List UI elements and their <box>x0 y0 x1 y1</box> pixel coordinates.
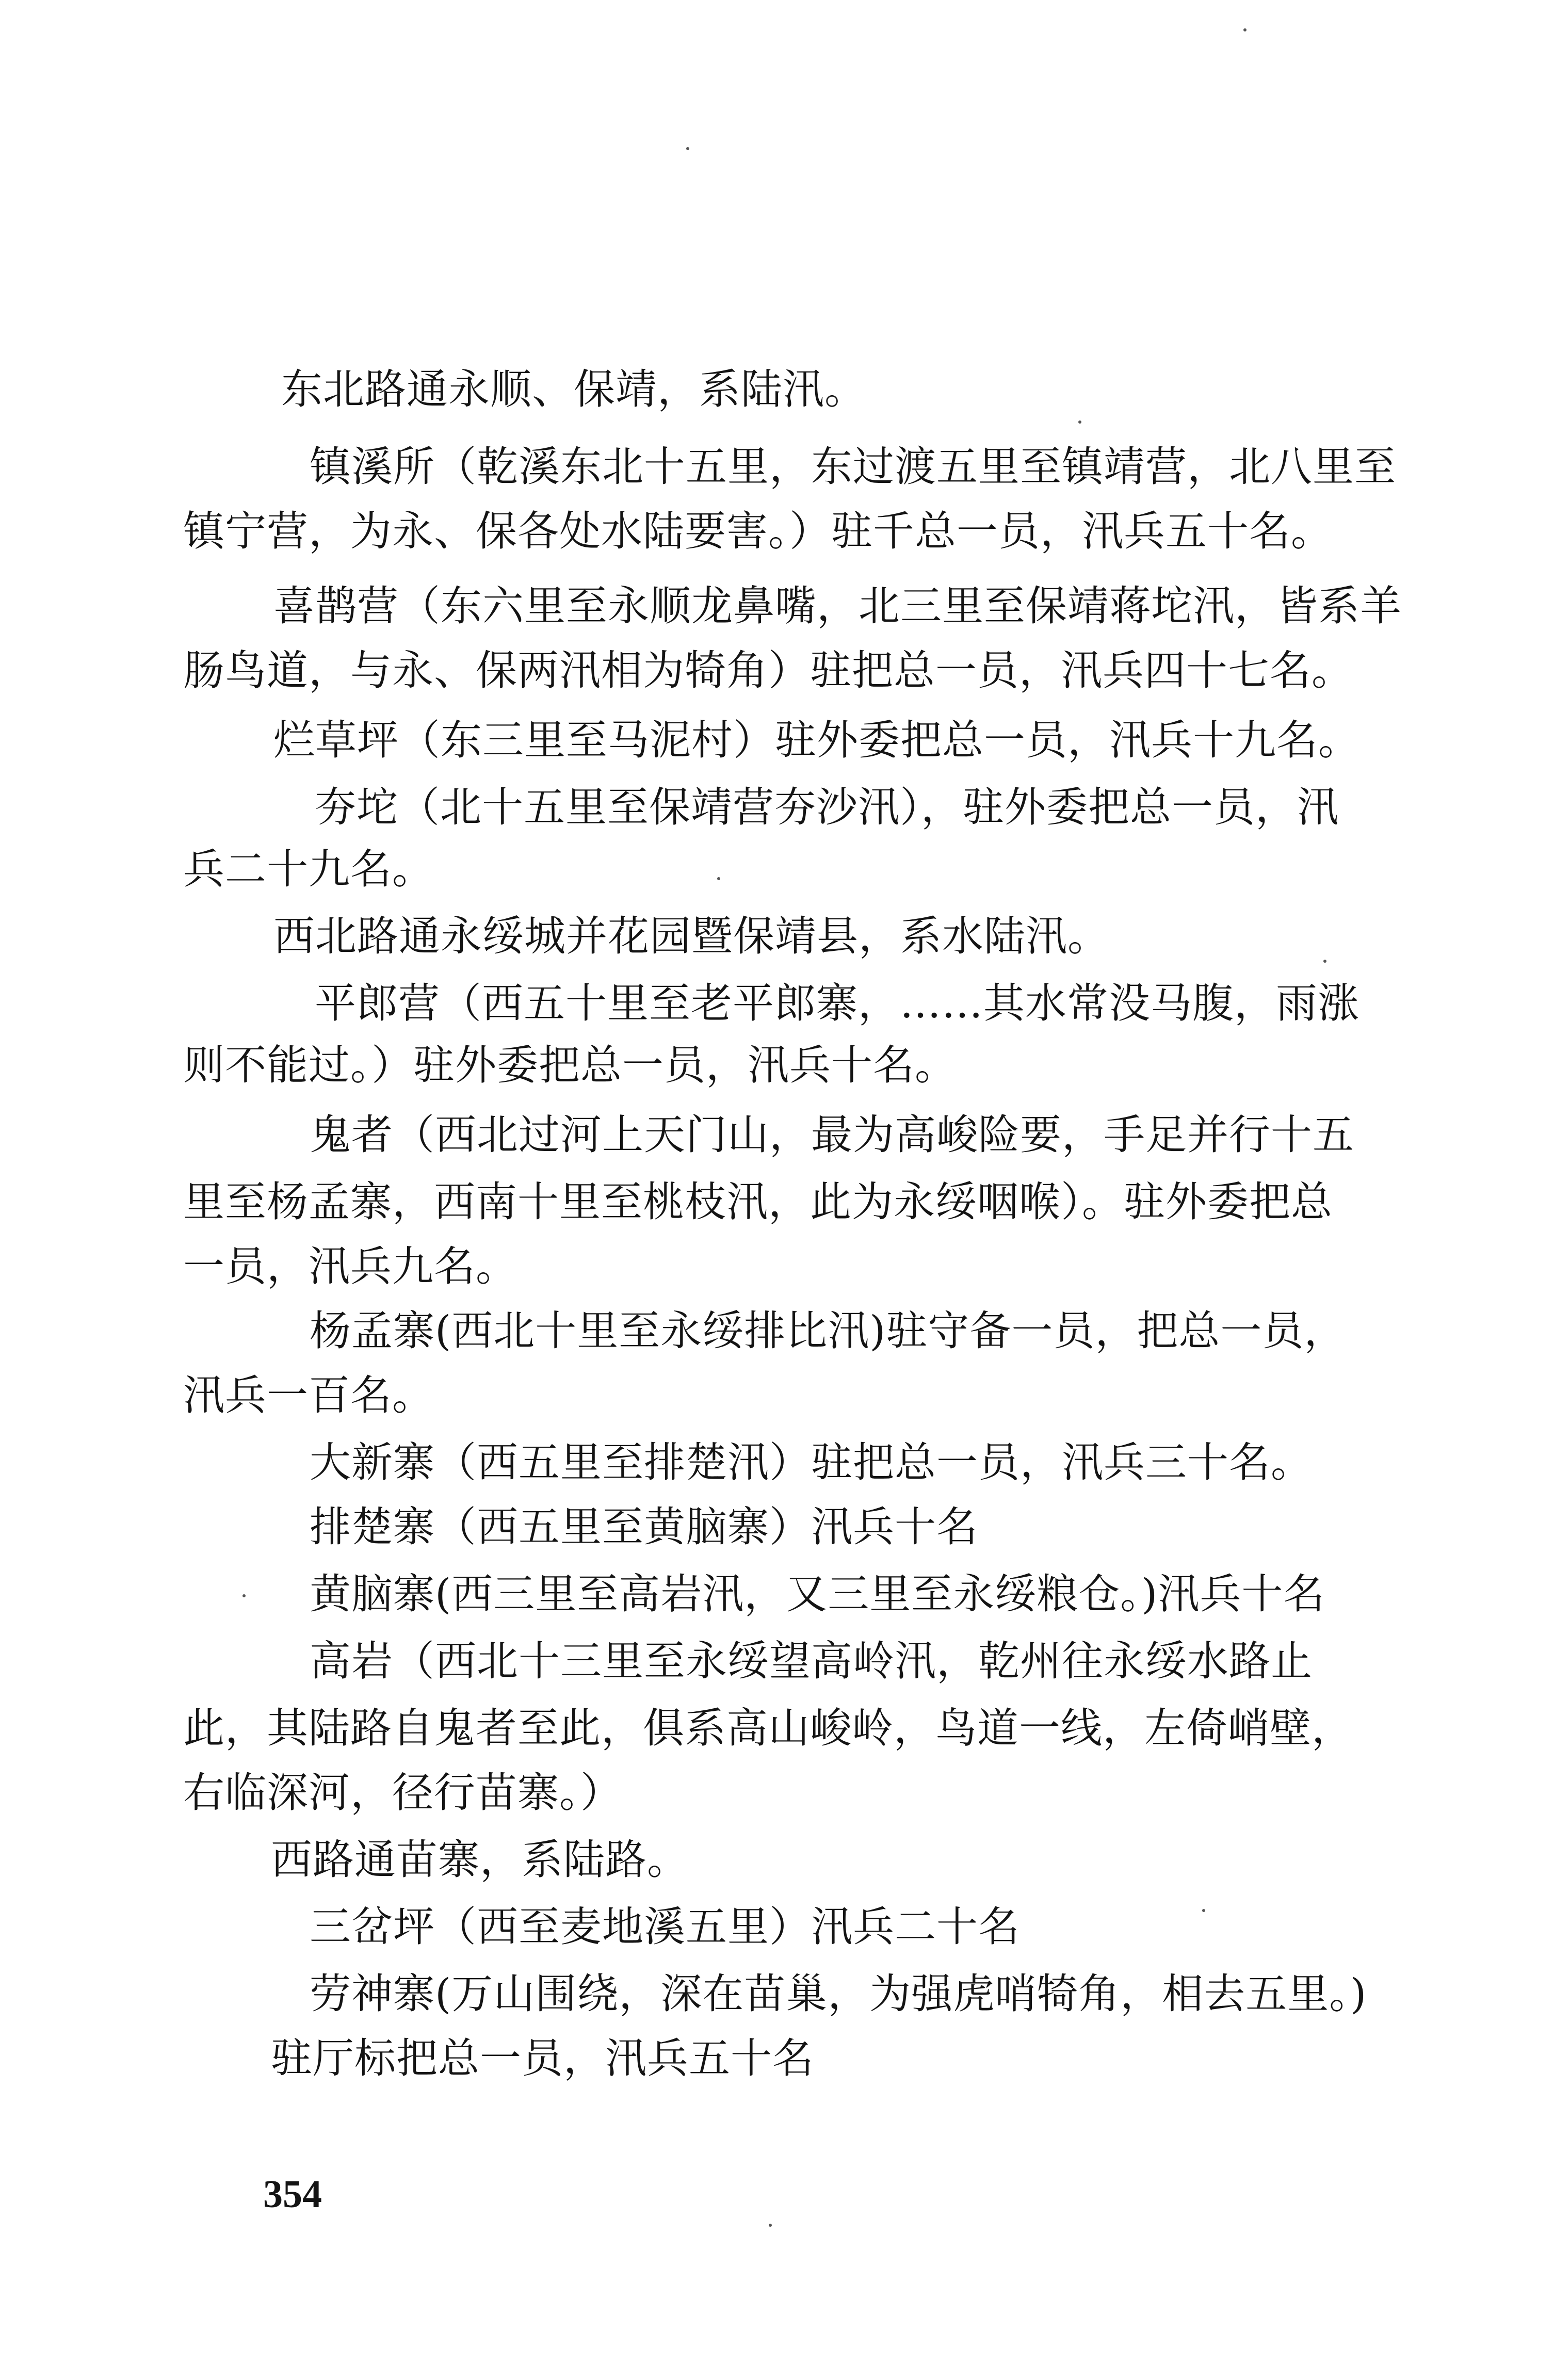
text-line-10: 平郎营（西五十里至老平郎寨，……其水常没马腹，雨涨 <box>315 979 1359 1027</box>
text-line-11: 则不能过。）驻外委把总一员，汛兵十名。 <box>183 1041 957 1089</box>
text-line-8: 兵二十九名。 <box>183 845 434 893</box>
text-line-15: 杨孟寨(西北十里至永绥排比汛)驻守备一员，把总一员， <box>310 1307 1346 1355</box>
text-line-4: 喜鹊营（东六里至永顺龙鼻嘴，北三里至保靖蒋坨汛，皆系羊 <box>273 582 1402 630</box>
text-line-25: 劳神寨(万山围绕，深在苗巢，为强虎哨犄角，相去五里。) <box>310 1970 1367 2018</box>
text-line-6: 烂草坪（东三里至马泥村）驻外委把总一员，汛兵十九名。 <box>273 716 1360 764</box>
text-line-20: 高岩（西北十三里至永绥望高岭汛，乾州往永绥水路止 <box>310 1637 1313 1685</box>
scan-speck <box>1243 28 1247 31</box>
scan-speck <box>1078 420 1081 424</box>
text-line-26: 驻厅标把总一员，汛兵五十名 <box>271 2034 814 2082</box>
text-line-21: 此，其陆路自鬼者至此，俱系高山峻岭，鸟道一线，左倚峭壁， <box>183 1704 1353 1752</box>
scan-speck <box>1323 960 1326 963</box>
text-line-1: 东北路通永顺、保靖，系陆汛。 <box>281 365 866 413</box>
text-line-14: 一员，汛兵九名。 <box>183 1242 517 1290</box>
text-line-18: 排楚寨（西五里至黄脑寨）汛兵十名 <box>310 1503 978 1551</box>
text-line-24: 三岔坪（西至麦地溪五里）汛兵二十名 <box>310 1903 1020 1951</box>
text-line-2: 镇溪所（乾溪东北十五里，东过渡五里至镇靖营，北八里至 <box>310 443 1396 491</box>
text-line-3: 镇宁营，为永、保各处水陆要害。）驻千总一员，汛兵五十名。 <box>183 507 1333 555</box>
text-line-16: 汛兵一百名。 <box>183 1371 434 1419</box>
page-number: 354 <box>263 2173 322 2216</box>
text-line-9: 西北路通永绥城并花园暨保靖县，系水陆汛。 <box>273 912 1109 960</box>
text-line-17: 大新寨（西五里至排楚汛）驻把总一员，汛兵三十名。 <box>310 1438 1313 1486</box>
text-line-7: 夯坨（北十五里至保靖营夯沙汛），驻外委把总一员，汛 <box>315 783 1339 831</box>
text-line-22: 右临深河，径行苗寨。） <box>183 1769 622 1817</box>
scan-speck <box>686 147 689 150</box>
scan-speck <box>769 2224 772 2227</box>
scan-speck <box>242 1594 246 1597</box>
text-line-5: 肠鸟道，与永、保两汛相为犄角）驻把总一员，汛兵四十七名。 <box>183 646 1353 694</box>
text-line-23: 西路通苗寨，系陆路。 <box>271 1836 689 1884</box>
scan-speck <box>717 877 720 880</box>
text-line-12: 鬼者（西北过河上天门山，最为高峻险要，手足并行十五 <box>310 1111 1354 1159</box>
text-line-13: 里至杨孟寨，西南十里至桃枝汛，此为永绥咽喉）。驻外委把总 <box>183 1178 1333 1226</box>
text-line-19: 黄脑寨(西三里至高岩汛，又三里至永绥粮仓。)汛兵十名 <box>310 1570 1325 1618</box>
scan-speck <box>1202 1909 1205 1912</box>
